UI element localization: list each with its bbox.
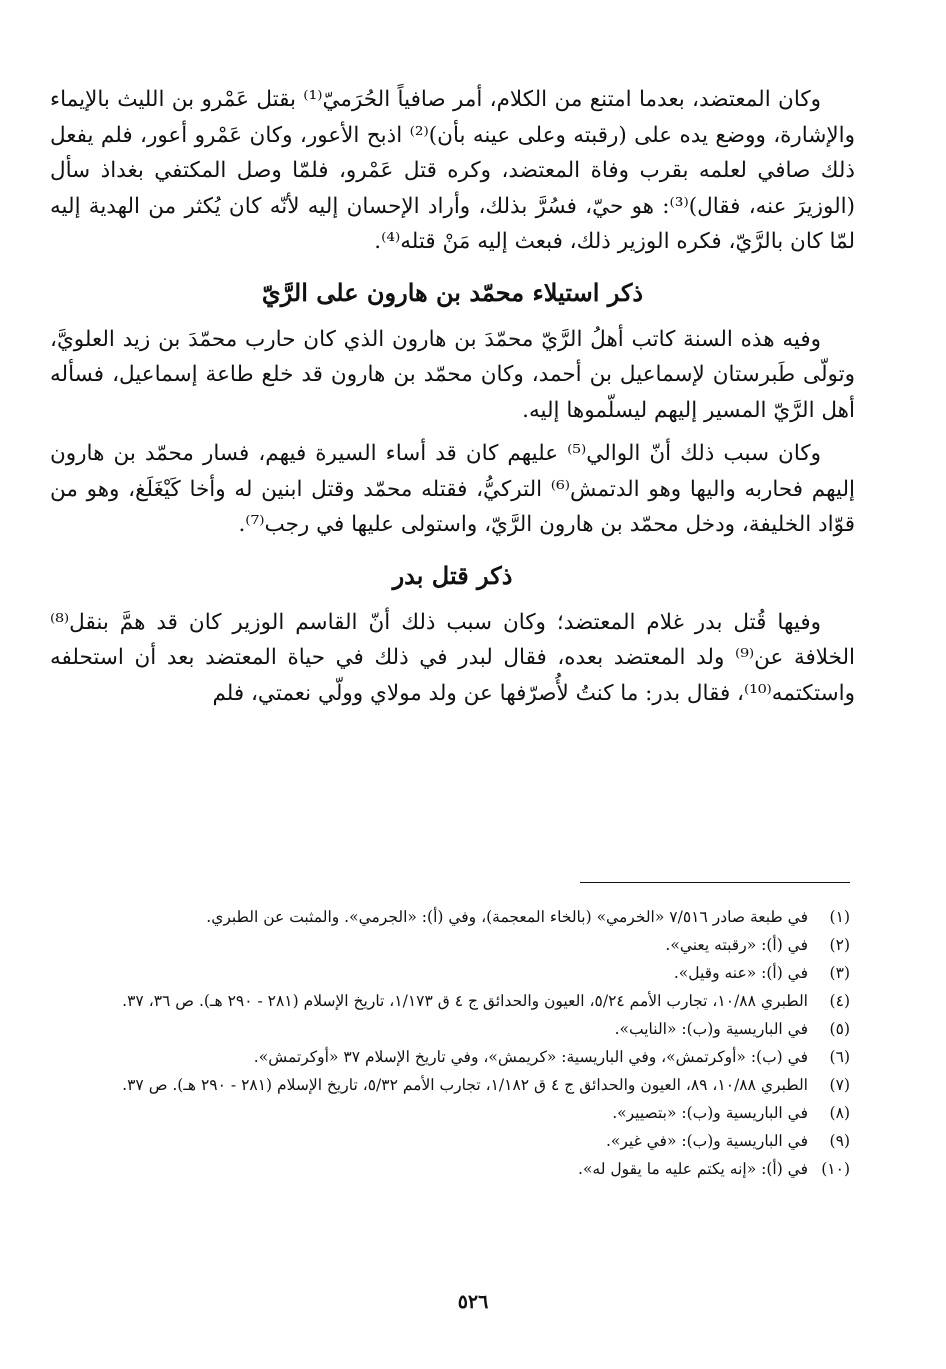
footnote	[50, 933, 850, 958]
paragraph: وفيه هذه السنة كاتب أهلُ الرَّيّ محمّدَ بن هارون الذي كان حارب محمّدَ بن زيد العلويَّ، وتولّى طَبرستان لإسماعيل بن أحمد، وكان محمّد بن هارون قد خلع طاعة إسماعيل، فسأله أهل الرَّيّ المسير إليهم ليسلّموها إليه.	[50, 326, 855, 423]
footnote	[50, 1017, 850, 1042]
footnote	[50, 1101, 850, 1126]
footnote-number: (١)	[829, 908, 850, 926]
footnote-number: (٤)	[829, 992, 850, 1010]
footnote-text: في (ب): «أوكرتمش»، وفي الباريسية: «كريمش»، وفي تاريخ الإسلام ٣٧ «أوكرتمش».	[253, 1048, 808, 1066]
footnote	[50, 1157, 850, 1182]
footnote-number: (٩)	[829, 1132, 850, 1150]
footnote-text: في الباريسية و(ب): «بتصيير».	[612, 1104, 808, 1122]
footnote	[50, 961, 850, 986]
footnote-text: في طبعة صادر ٧/٥١٦ «الخرمي» (بالخاء المعجمة)، وفي (أ): «الجرمي». والمثبت عن الطبري.	[206, 908, 808, 926]
footnote-text: في الباريسية و(ب): «في غير».	[605, 1132, 808, 1150]
footnote-text: الطبري ١٠/٨٨، ٨٩، العيون والحدائق ج ٤ ق ١/١٨٢، تجارب الأمم ٥/٣٢، تاريخ الإسلام (٢٨١ - ٢٩٠ هـ). ص ٣٧.	[122, 1076, 808, 1094]
footnote-text: الطبري ١٠/٨٨، تجارب الأمم ٥/٢٤، العيون والحدائق ج ٤ ق ١/١٧٣، تاريخ الإسلام (٢٨١ - ٢٩٠ هـ). ص ٣٦، ٣٧.	[122, 992, 808, 1010]
paragraph: وكان سبب ذلك أنّ الوالي⁽⁵⁾ عليهم كان قد أساء السيرة فيهم، فسار محمّد بن هارون إليهم فحاربه واليها وهو الدتمش⁽⁶⁾ التركيُّ، فقتله محمّد وقتل ابنين له وأخا كَيْغَلَغ، وهو من قوّاد الخليفة، ودخل محمّد بن هارون الرَّيّ، واستولى عليها في رجب⁽⁷⁾.	[50, 441, 855, 537]
paragraph: وفيها قُتل بدر غلام المعتضد؛ وكان سبب ذلك أنّ القاسم الوزير كان قد همَّ بنقل⁽⁸⁾ الخلافة عن⁽⁹⁾ ولد المعتضد بعده، فقال لبدر في ذلك في حياة المعتضد بعد أن استحلفه واستكتمه⁽¹⁰⁾، فقال بدر: ما كنتُ لأُصرّفها عن ولد مولاي وولّي نعمتي، فلم	[50, 609, 855, 706]
footnote	[50, 1045, 850, 1070]
footnote-number: (٣)	[829, 964, 850, 982]
page-number: ٥٢٦	[457, 1291, 489, 1313]
footnote-text: في (أ): «إنه يكتم عليه ما يقول له».	[578, 1160, 808, 1178]
footnote	[50, 1073, 850, 1098]
section-heading: ذكر استيلاء محمّد بن هارون على الرَّيّ	[261, 277, 644, 307]
footnotes	[50, 905, 850, 1185]
main-text	[50, 82, 855, 711]
footnote-number: (٢)	[829, 936, 850, 954]
footnote	[50, 1129, 850, 1154]
section-heading: ذكر قتل بدر	[392, 560, 513, 590]
footnote	[50, 989, 850, 1014]
footnote-text: في (أ): «رقبته يعني».	[665, 936, 808, 954]
footnote-text: في (أ): «عنه وقيل».	[673, 964, 808, 982]
footnote-number: (٥)	[829, 1020, 850, 1038]
paragraph: وكان المعتضد، بعدما امتنع من الكلام، أمر صافياً الحُرَميّ⁽¹⁾ بقتل عَمْرو بن الليث بالإيماء والإشارة، ووضع يده على (رقبته وعلى عينه بأن)⁽²⁾ اذبح الأعور، وكان عَمْرو أعور، فلم يفعل ذلك صافي لعلمه بقرب وفاة المعتضد، وكره قتل عَمْرو، فلمّا وصل المكتفي بغداذ سأل (الوزيرَ عنه، فقال)⁽³⁾: هو حيّ، فسُرَّ بذلك، وأراد الإحسان إليه لأنّه كان يُكثر من الهدية إليه لمّا كان بالرَّيّ، فكره الوزير ذلك، فبعث إليه مَنْ قتله⁽⁴⁾.	[50, 87, 855, 254]
footnote-number: (٧)	[829, 1076, 850, 1094]
footnote-number: (١٠)	[821, 1160, 850, 1178]
footnote-divider	[580, 882, 850, 883]
footnote-number: (٨)	[829, 1104, 850, 1122]
footnote-number: (٦)	[829, 1048, 850, 1066]
footnote-text: في الباريسية و(ب): «النايب».	[614, 1020, 808, 1038]
footnote	[50, 905, 850, 930]
